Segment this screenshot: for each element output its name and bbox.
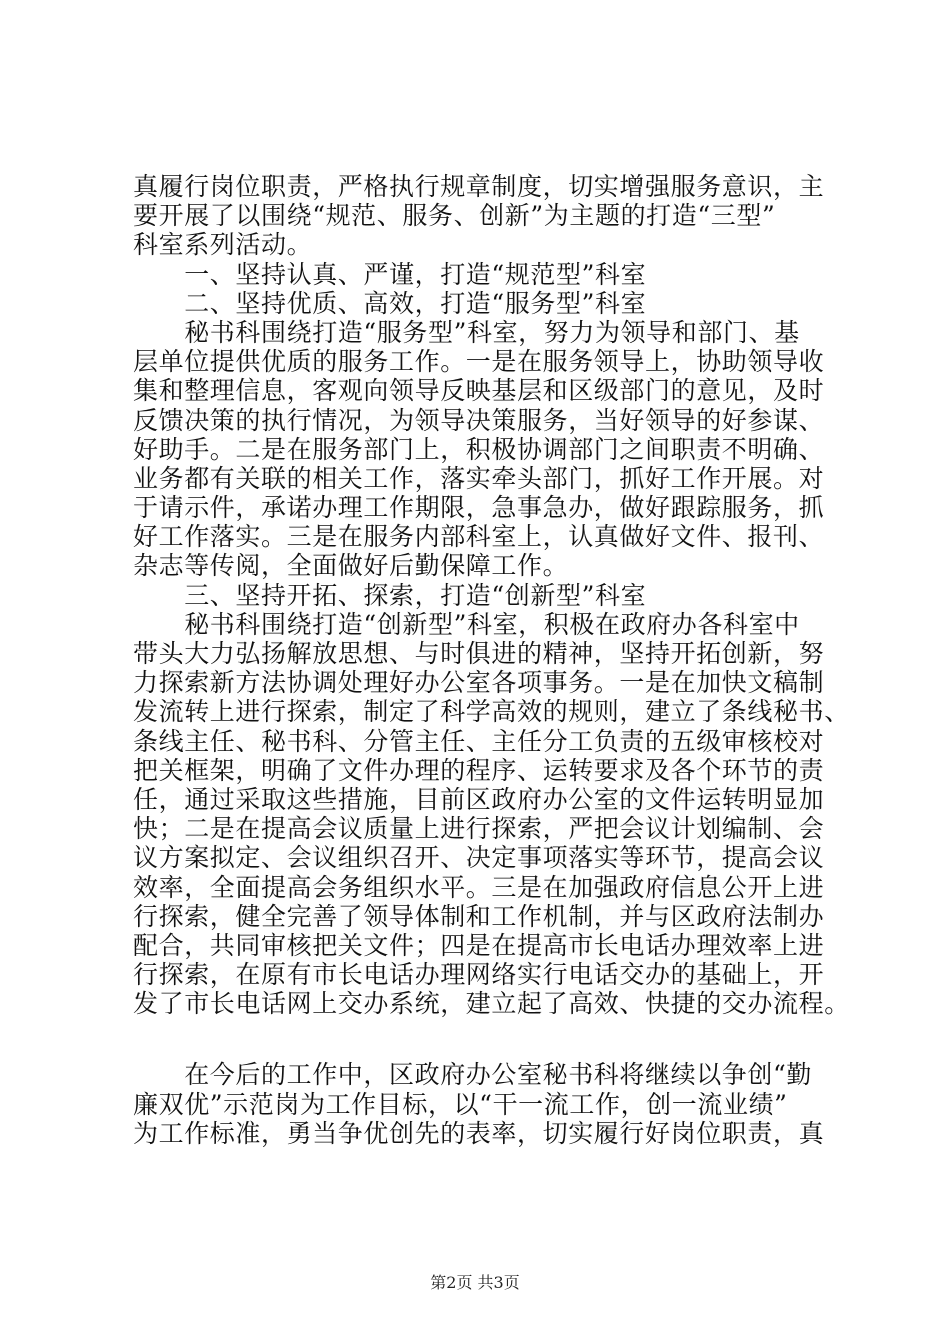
text-line: 杂志等传阅，全面做好后勤保障工作。 — [133, 551, 569, 581]
text-line: 好工作落实。三是在服务内部科室上，认真做好文件、报刊、 — [133, 522, 825, 552]
text-line: 把关框架，明确了文件办理的程序、运转要求及各个环节的责 — [133, 755, 825, 785]
text-line: 于请示件，承诺办理工作期限，急事急办，做好跟踪服务，抓 — [133, 493, 825, 523]
text-line: 科室系列活动。 — [133, 230, 313, 260]
text-line: 反馈决策的执行情况，为领导决策服务，当好领导的好参谋、 — [133, 405, 825, 435]
text-line: 秘书科围绕打造“创新型”科室，积极在政府办各科室中 — [133, 609, 800, 639]
text-line: 力探索新方法协调处理好办公室各项事务。一是在加快文稿制 — [133, 668, 825, 698]
text-line: 发流转上进行探索，制定了科学高效的规则，建立了条线秘书、 — [133, 697, 850, 727]
text-line: 业务都有关联的相关工作，落实牵头部门，抓好工作开展。对 — [133, 463, 825, 493]
text-line: 集和整理信息，客观向领导反映基层和区级部门的意见，及时 — [133, 376, 825, 406]
text-line: 行探索，健全完善了领导体制和工作机制，并与区政府法制办 — [133, 901, 825, 931]
text-line: 要开展了以围绕“规范、服务、创新”为主题的打造“三型” — [133, 201, 776, 231]
text-line: 二、坚持优质、高效，打造“服务型”科室 — [133, 288, 647, 318]
text-line: 层单位提供优质的服务工作。一是在服务领导上，协助领导收 — [133, 347, 825, 377]
text-line: 廉双优”示范岗为工作目标，以“干一流工作，创一流业绩” — [133, 1089, 788, 1119]
paragraph-gap — [133, 1018, 833, 1060]
text-line: 一、坚持认真、严谨，打造“规范型”科室 — [133, 259, 647, 289]
body-part-2 — [133, 1060, 833, 1148]
text-line: 三、坚持开拓、探索，打造“创新型”科室 — [133, 580, 647, 610]
document-body — [133, 172, 850, 1148]
text-line: 为工作标准，勇当争优创先的表率，切实履行好岗位职责，真 — [133, 1118, 825, 1148]
text-line: 发了市长电话网上交办系统，建立起了高效、快捷的交办流程。 — [133, 989, 850, 1019]
text-line: 好助手。二是在服务部门上，积极协调部门之间职责不明确、 — [133, 434, 825, 464]
text-line: 秘书科围绕打造“服务型”科室，努力为领导和部门、基 — [133, 317, 800, 347]
text-line: 带头大力弘扬解放思想、与时俱进的精神，坚持开拓创新，努 — [133, 639, 825, 668]
text-line: 任，通过采取这些措施，目前区政府办公室的文件运转明显加 — [133, 784, 825, 814]
page-footer: 第2页 共3页 — [430, 1273, 520, 1292]
text-line: 真履行岗位职责，严格执行规章制度，切实增强服务意识，主 — [133, 172, 825, 201]
text-line: 议方案拟定、会议组织召开、决定事项落实等环节，提高会议 — [133, 843, 825, 873]
body-part-1 — [133, 172, 850, 1019]
text-line: 效率，全面提高会务组织水平。三是在加强政府信息公开上进 — [133, 872, 825, 902]
text-line: 在今后的工作中，区政府办公室秘书科将继续以争创“勤 — [133, 1060, 812, 1090]
text-line: 快；二是在提高会议质量上进行探索，严把会议计划编制、会 — [133, 814, 825, 844]
text-line: 配合，共同审核把关文件；四是在提高市长电话办理效率上进 — [133, 930, 825, 960]
text-line: 条线主任、秘书科、分管主任、主任分工负责的五级审核校对 — [133, 726, 825, 756]
text-line: 行探索，在原有市长电话办理网络实行电话交办的基础上，开 — [133, 960, 825, 990]
